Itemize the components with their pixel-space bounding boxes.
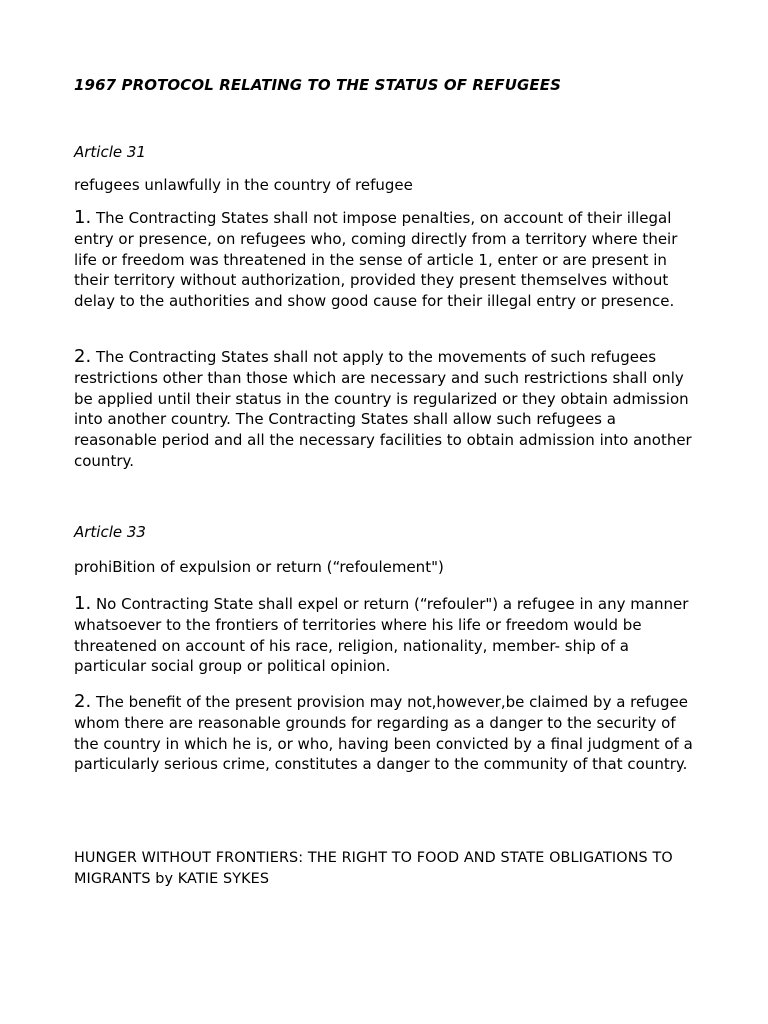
paragraph-text: No Contracting State shall expel or return (“refouler") a refugee in any manner whatsoever to the frontiers of territories where his life or freedom would be threatened on account of his race, religion, nationality, member- ship of a particular social group or political opinion. xyxy=(74,595,689,676)
article-31-subheading: refugees unlawfully in the country of refugee xyxy=(74,176,413,194)
paragraph-text: The Contracting States shall not apply to the movements of such refugees restrictions other than those which are necessary and such restrictions shall only be applied until their status in the country is regularized or they obtain admission into another country. The Contracting States shall allow such refugees a reasonable period and all the necessary facilities to obtain admission into another country. xyxy=(74,348,692,470)
article-31-heading: Article 31 xyxy=(74,143,146,161)
document-title: 1967 PROTOCOL RELATING TO THE STATUS OF REFUGEES xyxy=(74,76,562,94)
article-33-paragraph-1 xyxy=(74,594,702,677)
paragraph-text: The benefit of the present provision may not,however,be claimed by a refugee whom there are reasonable grounds for regarding as a danger to the security of the country in which he is, or who, having been convicted by a final judgment of a particularly serious crime, constitutes a danger to the community of that country. xyxy=(74,693,693,774)
paragraph-number: 1. xyxy=(74,207,92,228)
article-31-paragraph-2 xyxy=(74,347,702,472)
source-reference: HUNGER WITHOUT FRONTIERS: THE RIGHT TO FOOD AND STATE OBLIGATIONS TO MIGRANTS by KATIE SYKES xyxy=(74,850,673,887)
article-31-paragraph-1 xyxy=(74,208,702,312)
paragraph-number: 2. xyxy=(74,691,92,712)
paragraph-number: 2. xyxy=(74,346,92,367)
article-33-subheading: prohiBition of expulsion or return (“refoulement") xyxy=(74,558,444,576)
paragraph-number: 1. xyxy=(74,593,92,614)
article-33-heading: Article 33 xyxy=(74,523,146,541)
paragraph-text: The Contracting States shall not impose penalties, on account of their illegal entry or presence, on refugees who, coming directly from a territory where their life or freedom was threatened in the sense of article 1, enter or are present in their territory without authorization, provided they present themselves without delay to the authorities and show good cause for their illegal entry or presence. xyxy=(74,209,678,311)
article-33-paragraph-2 xyxy=(74,692,702,775)
